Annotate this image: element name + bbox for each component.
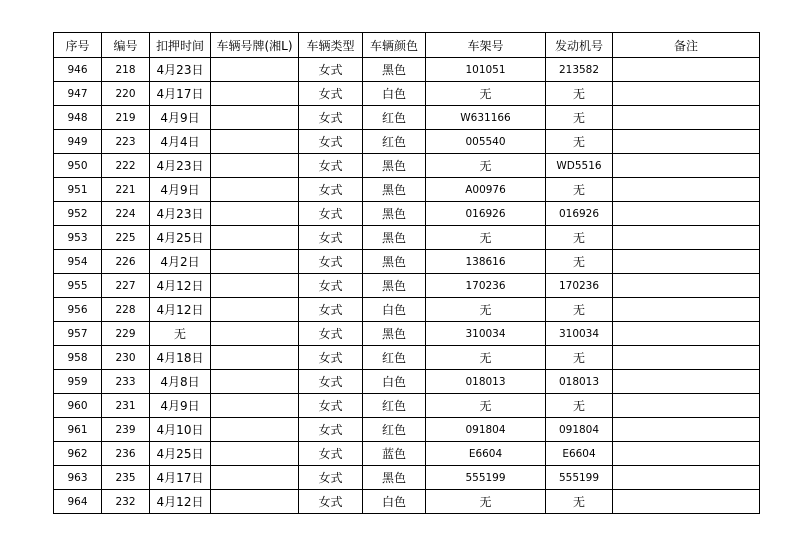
header-serial: 序号 (54, 33, 102, 58)
cell-plate (211, 130, 299, 154)
cell-frame-number: 无 (426, 298, 546, 322)
cell-engine-number: 016926 (546, 202, 613, 226)
cell-remarks (613, 226, 760, 250)
cell-frame-number: 005540 (426, 130, 546, 154)
cell-frame-number: 无 (426, 226, 546, 250)
cell-engine-number: 无 (546, 250, 613, 274)
cell-number: 220 (102, 82, 150, 106)
cell-plate (211, 370, 299, 394)
table-row (54, 490, 760, 514)
cell-vehicle-type: 女式 (299, 82, 363, 106)
header-frame-number: 车架号 (426, 33, 546, 58)
cell-number: 224 (102, 202, 150, 226)
table-row (54, 202, 760, 226)
cell-plate (211, 442, 299, 466)
cell-seizure-date: 4月12日 (150, 490, 211, 514)
cell-frame-number: 138616 (426, 250, 546, 274)
cell-serial: 957 (54, 322, 102, 346)
cell-engine-number: 213582 (546, 58, 613, 82)
cell-serial: 964 (54, 490, 102, 514)
cell-frame-number: 018013 (426, 370, 546, 394)
cell-seizure-date: 4月10日 (150, 418, 211, 442)
cell-plate (211, 298, 299, 322)
cell-serial: 961 (54, 418, 102, 442)
cell-number: 227 (102, 274, 150, 298)
cell-engine-number: 555199 (546, 466, 613, 490)
cell-remarks (613, 106, 760, 130)
cell-remarks (613, 322, 760, 346)
cell-vehicle-color: 蓝色 (363, 442, 426, 466)
cell-plate (211, 346, 299, 370)
cell-remarks (613, 442, 760, 466)
cell-serial: 951 (54, 178, 102, 202)
cell-engine-number: 无 (546, 226, 613, 250)
table-row (54, 274, 760, 298)
impound-vehicle-table (53, 32, 760, 514)
cell-remarks (613, 418, 760, 442)
cell-remarks (613, 370, 760, 394)
cell-seizure-date: 4月18日 (150, 346, 211, 370)
cell-engine-number: 018013 (546, 370, 613, 394)
cell-remarks (613, 346, 760, 370)
cell-number: 219 (102, 106, 150, 130)
cell-serial: 953 (54, 226, 102, 250)
cell-seizure-date: 4月9日 (150, 394, 211, 418)
cell-vehicle-type: 女式 (299, 178, 363, 202)
cell-vehicle-type: 女式 (299, 346, 363, 370)
cell-remarks (613, 298, 760, 322)
cell-engine-number: 无 (546, 82, 613, 106)
table-row (54, 130, 760, 154)
table-row (54, 106, 760, 130)
cell-serial: 949 (54, 130, 102, 154)
cell-remarks (613, 274, 760, 298)
cell-vehicle-color: 黑色 (363, 274, 426, 298)
cell-frame-number: 无 (426, 490, 546, 514)
header-number: 编号 (102, 33, 150, 58)
cell-vehicle-color: 黑色 (363, 226, 426, 250)
cell-seizure-date: 4月17日 (150, 82, 211, 106)
cell-serial: 960 (54, 394, 102, 418)
header-seizure-date: 扣押时间 (150, 33, 211, 58)
cell-vehicle-type: 女式 (299, 442, 363, 466)
cell-vehicle-type: 女式 (299, 226, 363, 250)
table-row (54, 250, 760, 274)
cell-number: 231 (102, 394, 150, 418)
cell-engine-number: WD5516 (546, 154, 613, 178)
cell-seizure-date: 4月4日 (150, 130, 211, 154)
cell-plate (211, 106, 299, 130)
cell-frame-number: W631166 (426, 106, 546, 130)
cell-serial: 956 (54, 298, 102, 322)
cell-engine-number: 无 (546, 346, 613, 370)
cell-vehicle-color: 黑色 (363, 202, 426, 226)
header-vehicle-type: 车辆类型 (299, 33, 363, 58)
cell-plate (211, 418, 299, 442)
cell-frame-number: E6604 (426, 442, 546, 466)
cell-vehicle-type: 女式 (299, 154, 363, 178)
cell-remarks (613, 130, 760, 154)
cell-vehicle-color: 白色 (363, 298, 426, 322)
table-row (54, 346, 760, 370)
cell-plate (211, 58, 299, 82)
cell-vehicle-type: 女式 (299, 106, 363, 130)
cell-vehicle-color: 红色 (363, 346, 426, 370)
cell-frame-number: 101051 (426, 58, 546, 82)
table-row (54, 226, 760, 250)
cell-plate (211, 322, 299, 346)
cell-engine-number: 无 (546, 178, 613, 202)
cell-vehicle-color: 红色 (363, 394, 426, 418)
cell-number: 233 (102, 370, 150, 394)
cell-vehicle-color: 黑色 (363, 154, 426, 178)
cell-serial: 948 (54, 106, 102, 130)
cell-number: 232 (102, 490, 150, 514)
cell-vehicle-color: 红色 (363, 418, 426, 442)
cell-serial: 946 (54, 58, 102, 82)
cell-plate (211, 490, 299, 514)
cell-seizure-date: 4月25日 (150, 226, 211, 250)
cell-vehicle-color: 黑色 (363, 58, 426, 82)
cell-frame-number: 无 (426, 394, 546, 418)
cell-number: 239 (102, 418, 150, 442)
header-row (54, 33, 760, 58)
table-row (54, 370, 760, 394)
cell-engine-number: 170236 (546, 274, 613, 298)
cell-frame-number: 091804 (426, 418, 546, 442)
cell-number: 236 (102, 442, 150, 466)
cell-plate (211, 274, 299, 298)
cell-vehicle-type: 女式 (299, 250, 363, 274)
cell-vehicle-type: 女式 (299, 274, 363, 298)
cell-plate (211, 178, 299, 202)
cell-seizure-date: 4月9日 (150, 178, 211, 202)
cell-serial: 955 (54, 274, 102, 298)
cell-number: 226 (102, 250, 150, 274)
cell-number: 235 (102, 466, 150, 490)
cell-seizure-date: 4月23日 (150, 202, 211, 226)
table-row (54, 322, 760, 346)
cell-remarks (613, 250, 760, 274)
cell-remarks (613, 490, 760, 514)
cell-number: 229 (102, 322, 150, 346)
cell-serial: 962 (54, 442, 102, 466)
cell-number: 223 (102, 130, 150, 154)
cell-frame-number: 无 (426, 346, 546, 370)
cell-plate (211, 202, 299, 226)
cell-plate (211, 250, 299, 274)
cell-seizure-date: 无 (150, 322, 211, 346)
cell-remarks (613, 154, 760, 178)
header-remarks: 备注 (613, 33, 760, 58)
header-plate: 车辆号牌(湘L) (211, 33, 299, 58)
cell-seizure-date: 4月23日 (150, 58, 211, 82)
cell-vehicle-type: 女式 (299, 466, 363, 490)
cell-engine-number: E6604 (546, 442, 613, 466)
cell-vehicle-type: 女式 (299, 130, 363, 154)
cell-engine-number: 无 (546, 106, 613, 130)
cell-frame-number: 无 (426, 154, 546, 178)
cell-plate (211, 466, 299, 490)
cell-serial: 963 (54, 466, 102, 490)
cell-number: 221 (102, 178, 150, 202)
cell-seizure-date: 4月17日 (150, 466, 211, 490)
cell-frame-number: 无 (426, 82, 546, 106)
cell-frame-number: 016926 (426, 202, 546, 226)
cell-serial: 958 (54, 346, 102, 370)
cell-vehicle-color: 白色 (363, 82, 426, 106)
cell-number: 218 (102, 58, 150, 82)
cell-remarks (613, 58, 760, 82)
header-vehicle-color: 车辆颜色 (363, 33, 426, 58)
table-row (54, 442, 760, 466)
cell-vehicle-type: 女式 (299, 322, 363, 346)
cell-plate (211, 394, 299, 418)
cell-vehicle-color: 黑色 (363, 178, 426, 202)
cell-remarks (613, 82, 760, 106)
cell-vehicle-type: 女式 (299, 490, 363, 514)
cell-serial: 947 (54, 82, 102, 106)
table-row (54, 418, 760, 442)
cell-engine-number: 无 (546, 394, 613, 418)
cell-vehicle-color: 红色 (363, 106, 426, 130)
cell-engine-number: 无 (546, 130, 613, 154)
cell-frame-number: 310034 (426, 322, 546, 346)
cell-number: 225 (102, 226, 150, 250)
cell-engine-number: 无 (546, 490, 613, 514)
cell-serial: 954 (54, 250, 102, 274)
cell-vehicle-type: 女式 (299, 394, 363, 418)
cell-vehicle-color: 黑色 (363, 466, 426, 490)
cell-vehicle-color: 白色 (363, 370, 426, 394)
table-row (54, 58, 760, 82)
cell-vehicle-color: 黑色 (363, 322, 426, 346)
table-row (54, 82, 760, 106)
cell-remarks (613, 178, 760, 202)
cell-vehicle-type: 女式 (299, 418, 363, 442)
cell-number: 222 (102, 154, 150, 178)
cell-vehicle-color: 红色 (363, 130, 426, 154)
cell-vehicle-type: 女式 (299, 202, 363, 226)
cell-remarks (613, 202, 760, 226)
cell-serial: 959 (54, 370, 102, 394)
table-row (54, 466, 760, 490)
cell-seizure-date: 4月12日 (150, 298, 211, 322)
table-row (54, 394, 760, 418)
cell-seizure-date: 4月23日 (150, 154, 211, 178)
cell-seizure-date: 4月12日 (150, 274, 211, 298)
cell-seizure-date: 4月25日 (150, 442, 211, 466)
header-engine-number: 发动机号 (546, 33, 613, 58)
table-row (54, 298, 760, 322)
table-row (54, 178, 760, 202)
cell-seizure-date: 4月2日 (150, 250, 211, 274)
cell-plate (211, 82, 299, 106)
cell-vehicle-color: 白色 (363, 490, 426, 514)
cell-plate (211, 154, 299, 178)
cell-seizure-date: 4月9日 (150, 106, 211, 130)
cell-number: 228 (102, 298, 150, 322)
cell-number: 230 (102, 346, 150, 370)
cell-remarks (613, 466, 760, 490)
cell-plate (211, 226, 299, 250)
cell-vehicle-type: 女式 (299, 58, 363, 82)
table-body (54, 58, 760, 514)
cell-frame-number: 170236 (426, 274, 546, 298)
cell-frame-number: 555199 (426, 466, 546, 490)
cell-engine-number: 无 (546, 298, 613, 322)
cell-vehicle-color: 黑色 (363, 250, 426, 274)
cell-vehicle-type: 女式 (299, 370, 363, 394)
cell-serial: 952 (54, 202, 102, 226)
cell-remarks (613, 394, 760, 418)
cell-serial: 950 (54, 154, 102, 178)
cell-vehicle-type: 女式 (299, 298, 363, 322)
cell-engine-number: 091804 (546, 418, 613, 442)
cell-engine-number: 310034 (546, 322, 613, 346)
cell-seizure-date: 4月8日 (150, 370, 211, 394)
table-row (54, 154, 760, 178)
cell-frame-number: A00976 (426, 178, 546, 202)
